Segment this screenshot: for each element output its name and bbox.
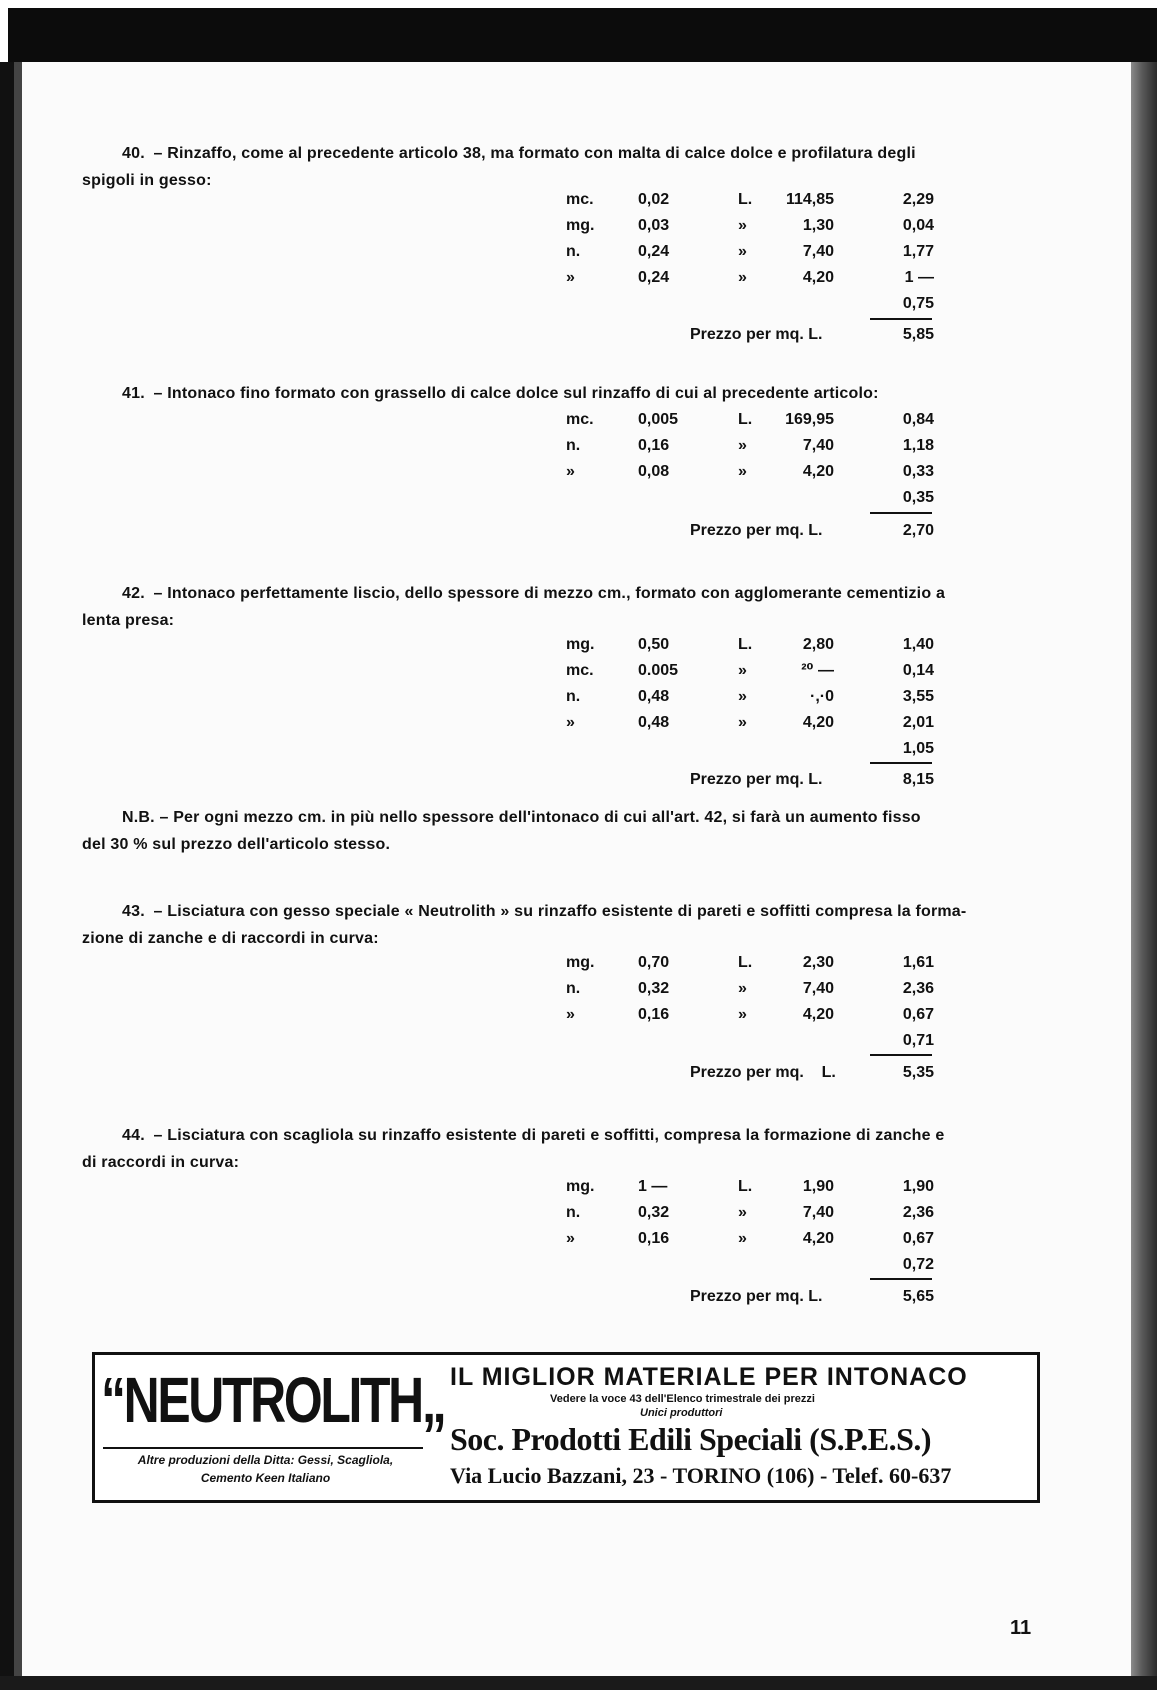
item-44-description — [82, 1122, 1047, 1176]
row-currency: » — [738, 662, 747, 679]
row-qty: 0,08 — [638, 463, 670, 480]
item-number: 42. — [122, 585, 145, 602]
row-qty: 0,005 — [638, 411, 679, 428]
spese-total: 1,05 — [902, 740, 934, 757]
row-unit-price: 2,80 — [802, 636, 834, 653]
price-total: 8,15 — [902, 771, 934, 788]
row-currency: L. — [738, 411, 753, 428]
row-qty: 0,16 — [638, 437, 670, 454]
table-row — [22, 265, 1131, 291]
row-unit: mg. — [566, 1178, 595, 1195]
brand-products-line2: Cemento Keen Italiano — [200, 1471, 331, 1485]
row-qty: 0,32 — [638, 1204, 670, 1221]
item-text-cont: di raccordi in curva: — [82, 1154, 240, 1171]
row-qty: 0,50 — [638, 636, 670, 653]
row-currency: » — [738, 437, 747, 454]
item-number: 44. — [122, 1127, 145, 1144]
row-total: 2,01 — [902, 714, 934, 731]
row-total: 1,61 — [902, 954, 934, 971]
row-qty: 0,02 — [638, 191, 670, 208]
nb-text-cont: del 30 % sul prezzo dell'articolo stesso. — [82, 836, 391, 853]
row-total: 2,36 — [902, 1204, 934, 1221]
ad-producers-note: Unici produttori — [640, 1407, 723, 1419]
sum-rule — [870, 762, 932, 764]
row-currency: » — [738, 463, 747, 480]
table-row — [22, 710, 1131, 736]
row-qty: 0,24 — [638, 243, 670, 260]
row-unit: mc. — [566, 662, 594, 679]
brand-divider — [103, 1447, 423, 1449]
item-number: 43. — [122, 903, 145, 920]
row-unit-price: 1,30 — [802, 217, 834, 234]
scan-border-top — [0, 0, 1157, 62]
price-total: 2,70 — [902, 522, 934, 539]
scan-border-left — [0, 62, 22, 1690]
spese-total: 0,72 — [902, 1256, 934, 1273]
row-total: 2,36 — [902, 980, 934, 997]
price-label: Prezzo per mq. L. — [690, 1288, 823, 1305]
row-total: 1 — — [904, 269, 934, 286]
row-currency: » — [738, 714, 747, 731]
row-currency: » — [738, 1006, 747, 1023]
row-currency: » — [738, 688, 747, 705]
row-currency: » — [738, 217, 747, 234]
price-row — [22, 767, 1131, 793]
page-number: 11 — [1010, 1617, 1032, 1639]
row-unit-price: 114,85 — [785, 191, 834, 208]
item-text-cont: spigoli in gesso: — [82, 172, 212, 189]
spese-row — [22, 1028, 1131, 1054]
table-row — [22, 950, 1131, 976]
item-40-description — [82, 140, 1032, 194]
row-unit-price: 7,40 — [802, 980, 834, 997]
row-unit: n. — [566, 1204, 581, 1221]
table-row — [22, 632, 1131, 658]
sum-rule — [870, 1278, 932, 1280]
price-total: 5,65 — [902, 1288, 934, 1305]
row-currency: » — [738, 1204, 747, 1221]
row-unit-price: ²⁰ — — [801, 662, 834, 679]
price-label: Prezzo per mq. L. — [690, 1064, 836, 1081]
table-row — [22, 1200, 1131, 1226]
table-row — [22, 433, 1131, 459]
table-row — [22, 213, 1131, 239]
row-unit-price: 4,20 — [802, 1006, 834, 1023]
row-total: 2,29 — [902, 191, 934, 208]
row-qty: 0,24 — [638, 269, 670, 286]
row-qty: 0.005 — [638, 662, 679, 679]
item-number: 41. — [122, 385, 145, 402]
scan-border-right — [1131, 62, 1157, 1690]
price-total: 5,35 — [902, 1064, 934, 1081]
ad-text-panel — [450, 1355, 1035, 1500]
sum-rule — [870, 512, 932, 514]
row-total: 1,40 — [902, 636, 934, 653]
ad-reference-note: Vedere la voce 43 dell'Elenco trimestrale dei prezzi — [550, 1393, 815, 1405]
row-unit: mc. — [566, 411, 594, 428]
row-qty: 0,32 — [638, 980, 670, 997]
row-unit-price: ·,·0 — [810, 688, 834, 705]
table-row — [22, 976, 1131, 1002]
row-unit: mg. — [566, 217, 595, 234]
ad-company: Soc. Prodotti Edili Speciali (S.P.E.S.) — [450, 1421, 932, 1457]
row-unit: » — [566, 463, 575, 480]
row-qty: 0,16 — [638, 1006, 670, 1023]
row-currency: L. — [738, 954, 753, 971]
row-total: 1,77 — [902, 243, 934, 260]
spese-row — [22, 1252, 1131, 1278]
document-page — [22, 62, 1131, 1676]
row-unit: n. — [566, 980, 581, 997]
item-text: – Intonaco fino formato con grassello di calce dolce sul rinzaffo di cui al precedente articolo: — [153, 385, 879, 402]
table-row — [22, 1226, 1131, 1252]
row-unit-price: 4,20 — [802, 714, 834, 731]
row-unit: mg. — [566, 636, 595, 653]
brand-products — [103, 1451, 428, 1487]
table-row — [22, 658, 1131, 684]
price-row — [22, 518, 1131, 544]
row-unit-price: 1,90 — [802, 1178, 834, 1195]
item-41-description — [122, 380, 1032, 407]
item-42-description — [82, 580, 1032, 634]
price-row — [22, 1060, 1131, 1086]
table-row — [22, 187, 1131, 213]
sum-rule — [870, 1054, 932, 1056]
row-unit: » — [566, 1230, 575, 1247]
row-currency: L. — [738, 636, 753, 653]
brand-logo: “NEUTROLITH„ — [101, 1364, 445, 1436]
spese-row — [22, 291, 1131, 317]
row-unit: n. — [566, 437, 581, 454]
row-unit-price: 4,20 — [802, 1230, 834, 1247]
spese-row — [22, 485, 1131, 511]
table-row — [22, 459, 1131, 485]
item-number: 40. — [122, 145, 145, 162]
row-qty: 0,16 — [638, 1230, 670, 1247]
row-currency: » — [738, 269, 747, 286]
price-label: Prezzo per mq. L. — [690, 326, 823, 343]
row-unit: mc. — [566, 191, 594, 208]
row-total: 0,33 — [902, 463, 934, 480]
row-qty: 0,70 — [638, 954, 670, 971]
row-unit-price: 4,20 — [802, 463, 834, 480]
advertisement-box — [92, 1352, 1040, 1503]
spese-total: 0,35 — [902, 489, 934, 506]
brand-products-line1: Altre produzioni della Ditta: Gessi, Scagliola, — [137, 1453, 394, 1467]
row-unit-price: 4,20 — [802, 269, 834, 286]
item-text: – Lisciatura con scagliola su rinzaffo esistente di pareti e soffitti, compresa la formazione di zanche e — [153, 1127, 945, 1144]
brand-panel — [95, 1355, 445, 1500]
row-total: 0,04 — [902, 217, 934, 234]
table-row — [22, 684, 1131, 710]
item-text-cont: lenta presa: — [82, 612, 175, 629]
row-total: 0,67 — [902, 1230, 934, 1247]
item-text: – Intonaco perfettamente liscio, dello spessore di mezzo cm., formato con agglomerante cementizio a — [153, 585, 946, 602]
price-label: Prezzo per mq. L. — [690, 771, 823, 788]
row-unit-price: 7,40 — [802, 437, 834, 454]
nota-bene — [82, 804, 1042, 858]
price-row — [22, 1284, 1131, 1310]
sum-rule — [870, 318, 932, 320]
price-label: Prezzo per mq. L. — [690, 522, 823, 539]
ad-headline: IL MIGLIOR MATERIALE PER INTONACO — [450, 1363, 968, 1391]
row-total: 0,67 — [902, 1006, 934, 1023]
table-row — [22, 1002, 1131, 1028]
item-text: – Lisciatura con gesso speciale « Neutrolith » su rinzaffo esistente di pareti e soffitti compresa la forma- — [153, 903, 967, 920]
row-unit: » — [566, 269, 575, 286]
row-unit: » — [566, 714, 575, 731]
row-unit-price: 169,95 — [785, 411, 834, 428]
row-qty: 0,48 — [638, 688, 670, 705]
row-unit-price: 2,30 — [802, 954, 834, 971]
row-unit: n. — [566, 688, 581, 705]
row-unit: » — [566, 1006, 575, 1023]
row-total: 1,18 — [902, 437, 934, 454]
row-total: 1,90 — [902, 1178, 934, 1195]
table-row — [22, 407, 1131, 433]
row-unit-price: 7,40 — [802, 243, 834, 260]
row-currency: » — [738, 243, 747, 260]
item-text: – Rinzaffo, come al precedente articolo 38, ma formato con malta di calce dolce e profilatura degli — [153, 145, 916, 162]
nb-text: N.B. – Per ogni mezzo cm. in più nello spessore dell'intonaco di cui all'art. 42, si farà un aumento fisso — [122, 809, 921, 826]
row-unit: mg. — [566, 954, 595, 971]
row-currency: » — [738, 1230, 747, 1247]
spese-total: 0,71 — [902, 1032, 934, 1049]
row-qty: 0,03 — [638, 217, 670, 234]
row-total: 3,55 — [902, 688, 934, 705]
item-43-description — [82, 898, 1047, 952]
scan-border-bottom — [0, 1676, 1157, 1690]
row-total: 0,14 — [902, 662, 934, 679]
row-currency: L. — [738, 1178, 753, 1195]
row-total: 0,84 — [902, 411, 934, 428]
price-row — [22, 322, 1131, 348]
table-row — [22, 1174, 1131, 1200]
row-qty: 1 — — [638, 1178, 668, 1195]
ad-address: Via Lucio Bazzani, 23 - TORINO (106) - Telef. 60-637 — [450, 1463, 952, 1488]
row-unit-price: 7,40 — [802, 1204, 834, 1221]
spese-total: 0,75 — [902, 295, 934, 312]
row-qty: 0,48 — [638, 714, 670, 731]
spese-row — [22, 736, 1131, 762]
item-text-cont: zione di zanche e di raccordi in curva: — [82, 930, 379, 947]
row-currency: » — [738, 980, 747, 997]
price-total: 5,85 — [902, 326, 934, 343]
row-unit: n. — [566, 243, 581, 260]
row-currency: L. — [738, 191, 753, 208]
table-row — [22, 239, 1131, 265]
